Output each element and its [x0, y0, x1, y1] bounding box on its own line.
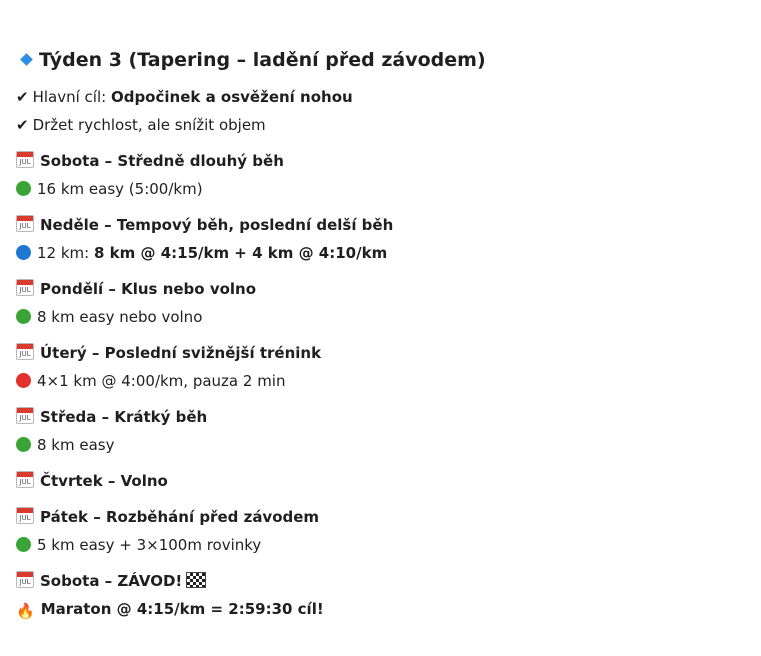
day-title: JUL Sobota – Středně dlouhý běh [16, 150, 284, 172]
goal-value: Odpočinek a osvěžení nohou [110, 88, 353, 106]
goal-line [16, 86, 353, 108]
day-detail: 8 km easy nebo volno [16, 306, 202, 328]
week-heading-text: Týden 3 (Tapering – ladění před závodem) [39, 49, 486, 71]
day-title: JUL Úterý – Poslední svižnější trénink [16, 342, 321, 364]
day-detail: 16 km easy (5:00/km) [16, 178, 203, 200]
checkered-flag-icon [186, 572, 206, 588]
red-circle-icon [16, 373, 31, 388]
calendar-icon: JUL [16, 151, 34, 168]
day-title: JUL Pondělí – Klus nebo volno [16, 278, 256, 300]
secondary-goal-line [16, 114, 266, 136]
blue-diamond-icon [20, 53, 33, 66]
green-circle-icon [16, 437, 31, 452]
day-title: JUL Neděle – Tempový běh, poslední delší běh [16, 214, 393, 236]
green-circle-icon [16, 537, 31, 552]
calendar-icon: JUL [16, 407, 34, 424]
fire-icon: 🔥 [16, 602, 35, 620]
day-title: JUL Čtvrtek – Volno [16, 470, 168, 492]
blue-circle-icon [16, 245, 31, 260]
calendar-icon: JUL [16, 507, 34, 524]
day-detail: 8 km easy [16, 434, 115, 456]
day-detail: 4×1 km @ 4:00/km, pauza 2 min [16, 370, 285, 392]
calendar-icon: JUL [16, 471, 34, 488]
secondary-goal-text: Držet rychlost, ale snížit objem [32, 116, 266, 134]
day-title: JUL Středa – Krátký běh [16, 406, 207, 428]
check-mark-icon: ✔ [16, 116, 29, 134]
day-title: JUL Sobota – ZÁVOD! [16, 570, 206, 592]
green-circle-icon [16, 181, 31, 196]
calendar-icon: JUL [16, 279, 34, 296]
calendar-icon: JUL [16, 215, 34, 232]
green-circle-icon [16, 309, 31, 324]
goal-label: Hlavní cíl: [32, 88, 111, 106]
day-title: JUL Pátek – Rozběhání před závodem [16, 506, 319, 528]
day-detail: 5 km easy + 3×100m rovinky [16, 534, 261, 556]
race-goal: 🔥 Maraton @ 4:15/km = 2:59:30 cíl! [16, 600, 324, 620]
calendar-icon: JUL [16, 571, 34, 588]
calendar-icon: JUL [16, 343, 34, 360]
check-mark-icon: ✔ [16, 88, 29, 106]
week-heading [18, 46, 486, 74]
day-detail: 12 km: 8 km @ 4:15/km + 4 km @ 4:10/km [16, 242, 387, 264]
